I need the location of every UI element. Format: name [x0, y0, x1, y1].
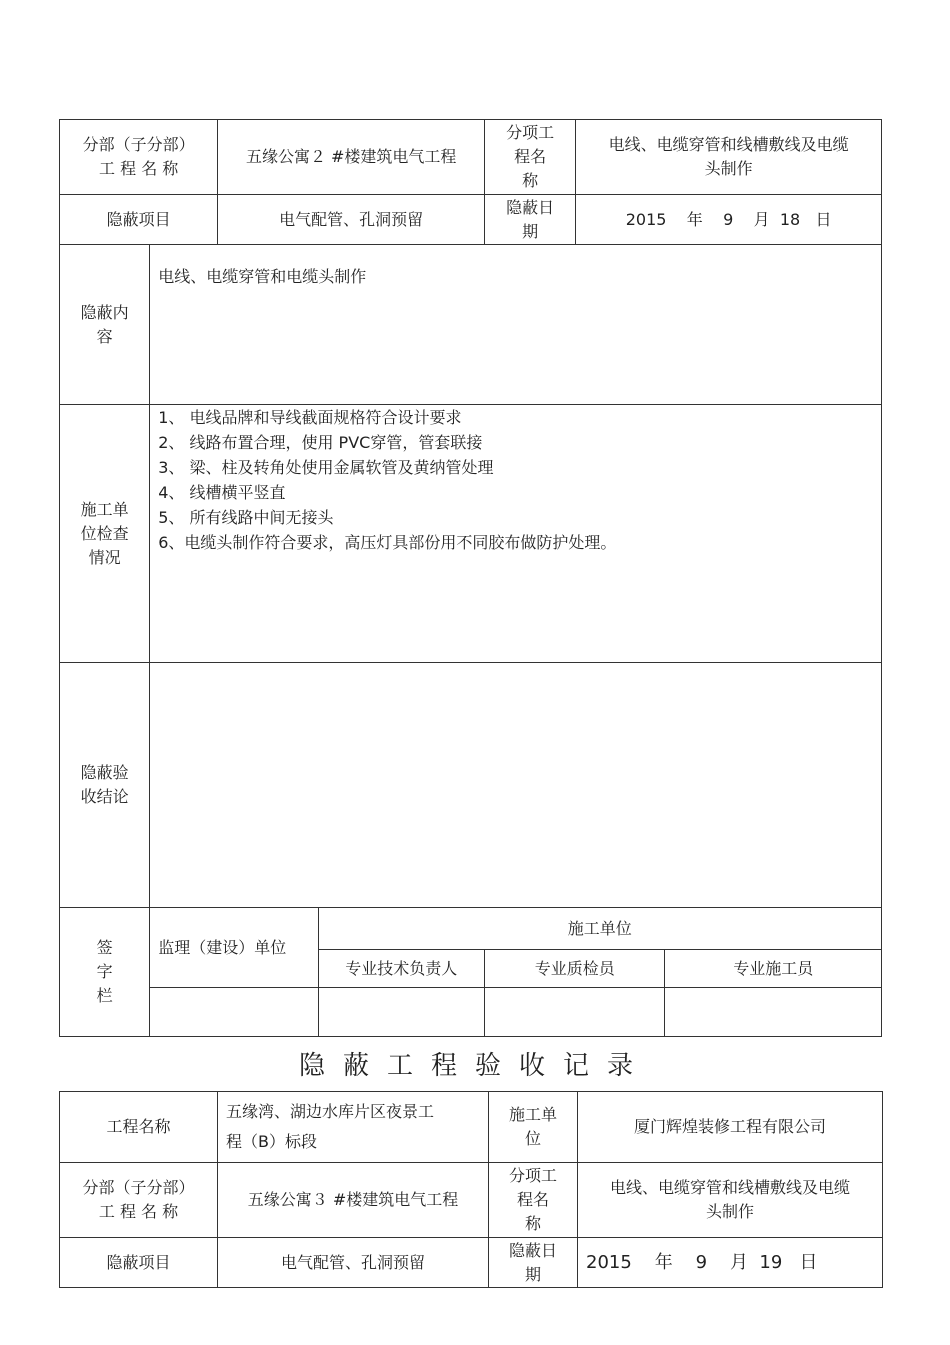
- inspection-item: 4、 线槽横平竖直: [158, 483, 286, 502]
- date-month-unit: 月: [729, 1251, 748, 1273]
- subdivision-label: 分部（子分部） 工 程 名 称: [60, 120, 218, 195]
- date-month: 9: [695, 1251, 708, 1273]
- inspection-list: [150, 405, 882, 663]
- constructor-label: 专业施工员: [665, 950, 882, 988]
- subitem-value: 电线、电缆穿管和线槽敷线及电缆 头制作: [576, 120, 882, 195]
- construction-unit-label: 施工单 位: [489, 1092, 578, 1163]
- quality-inspector-label: 专业质检员: [485, 950, 665, 988]
- date-day-unit: 日: [799, 1251, 818, 1273]
- hidden-date-value: [576, 195, 882, 245]
- date-day: 18: [779, 209, 801, 229]
- signature-label: 签 字 栏: [60, 908, 150, 1037]
- hidden-date-label: 隐蔽日 期: [489, 1238, 578, 1288]
- quality-inspector-signature: [485, 988, 665, 1037]
- inspection-item: 3、 梁、柱及转角处使用金属软管及黄纳管处理: [158, 458, 494, 477]
- supervisor-signature: [150, 988, 318, 1037]
- construction-unit-label: 施工单位: [318, 908, 881, 950]
- subdivision-value: 五缘公寓２ #楼建筑电气工程: [218, 120, 485, 195]
- hidden-item-value: 电气配管、孔洞预留: [218, 1238, 489, 1288]
- hidden-date-value: [578, 1238, 883, 1288]
- date-year-unit: 年: [654, 1251, 673, 1273]
- record-table-2: [59, 1091, 883, 1288]
- construction-unit-value: 厦门辉煌装修工程有限公司: [578, 1092, 883, 1163]
- inspection-item: 6、电缆头制作符合要求，高压灯具部份用不同胶布做防护处理。: [158, 533, 617, 552]
- hidden-item-label: 隐蔽项目: [60, 1238, 218, 1288]
- subitem-label: 分项工 程名 称: [489, 1163, 578, 1238]
- record-table-1: [59, 119, 882, 1037]
- hidden-date-label: 隐蔽日 期: [485, 195, 576, 245]
- conclusion-label: 隐蔽验 收结论: [60, 663, 150, 908]
- date-year: 2015: [625, 209, 667, 229]
- supervisor-label: 监理（建设）单位: [150, 908, 318, 988]
- project-name-label: 工程名称: [60, 1092, 218, 1163]
- subitem-value: 电线、电缆穿管和线槽敷线及电缆 头制作: [578, 1163, 883, 1238]
- inspection-item: 5、 所有线路中间无接头: [158, 508, 334, 527]
- date-year-unit: 年: [686, 209, 703, 229]
- constructor-signature: [665, 988, 882, 1037]
- hidden-item-value: 电气配管、孔洞预留: [218, 195, 485, 245]
- date-day-unit: 日: [815, 209, 832, 229]
- tech-lead-signature: [318, 988, 484, 1037]
- content-label: 隐蔽内 容: [60, 245, 150, 405]
- date-year: 2015: [586, 1251, 632, 1273]
- inspection-label: 施工单 位检查 情况: [60, 405, 150, 663]
- date-month: 9: [723, 209, 734, 229]
- inspection-item: 1、 电线品牌和导线截面规格符合设计要求: [158, 408, 462, 427]
- date-day: 19: [759, 1251, 783, 1273]
- tech-lead-label: 专业技术负责人: [318, 950, 484, 988]
- hidden-item-label: 隐蔽项目: [60, 195, 218, 245]
- subitem-label: 分项工 程名 称: [485, 120, 576, 195]
- project-name-value: 五缘湾、湖边水库片区夜景工 程（B）标段: [218, 1092, 489, 1163]
- subdivision-label: 分部（子分部） 工 程 名 称: [60, 1163, 218, 1238]
- date-month-unit: 月: [753, 209, 770, 229]
- content-value: 电线、电缆穿管和电缆头制作: [150, 245, 882, 405]
- conclusion-value: [150, 663, 882, 908]
- document-title: 隐蔽工程验收记录: [298, 1051, 651, 1081]
- inspection-item: 2、 线路布置合理，使用 PVC穿管，管套联接: [158, 433, 483, 452]
- subdivision-value: 五缘公寓３ #楼建筑电气工程: [218, 1163, 489, 1238]
